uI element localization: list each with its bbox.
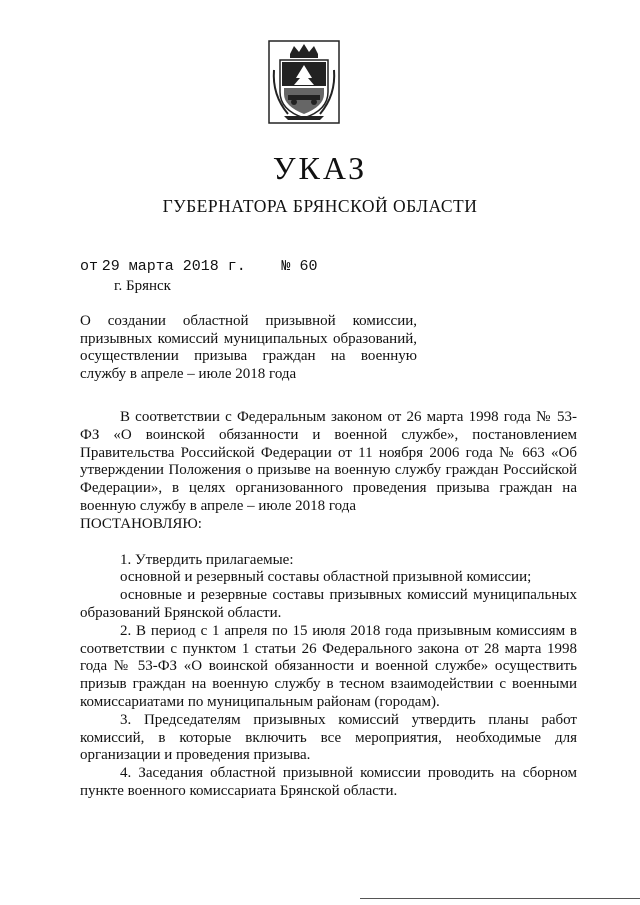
bryansk-coat-of-arms-icon [268, 40, 340, 124]
document-date: 29 марта 2018 г. [101, 258, 246, 275]
document-subject: О создании областной призывной комиссии, призывных комиссий муниципальных образований, осуществлении призыва граждан на военную службу в апреле – июле 2018 года [80, 313, 417, 382]
item-1-a: основной и резервный составы областной призывной комиссии; [120, 569, 532, 586]
item-4: 4. Заседания областной призывной комиссии проводить на сборном пункте военного комиссариата Брянской области. [80, 765, 577, 799]
document-number: № 60 [281, 258, 318, 275]
document-subtitle: ГУБЕРНАТОРА БРЯНСКОЙ ОБЛАСТИ [162, 196, 478, 216]
preamble-paragraph: В соответствии с Федеральным законом от 26 марта 1998 года № 53-ФЗ «О воинской обязанности и военной службе», постановлением Правительства Российской Федерации от 11 ноября 2006 года № 663 «Об утверждении Положения о призыве на военную службу граждан Российской Федерации», в целях организованного проведения призыва граждан на военную службу в апреле – июле 2018 года [80, 409, 577, 514]
page-bottom-rule [360, 898, 640, 899]
document-body [80, 409, 577, 801]
document-title: УКАЗ [272, 150, 368, 186]
date-number-line [80, 258, 318, 275]
decree-word: ПОСТАНОВЛЯЮ: [80, 515, 202, 532]
item-2: 2. В период с 1 апреля по 15 июля 2018 года призывным комиссиям в соответствии с пунктом 1 статьи 26 Федерального закона от 28 марта 1998 года № 53-ФЗ «О воинской обязанности и военной службе» осуществить призыв граждан на военную службу в тесном взаимодействии с военными комиссариатами по муниципальным районам (городам). [80, 622, 577, 710]
date-prefix: от [80, 258, 99, 275]
document-city: г. Брянск [114, 278, 171, 294]
item-1-b: основные и резервные составы призывных комиссий муниципальных образований Брянской области. [80, 587, 577, 621]
item-1: 1. Утвердить прилагаемые: [120, 551, 294, 568]
item-3: 3. Председателям призывных комиссий утвердить планы работ комиссий, в которые включить все мероприятия, необходимые для организации и проведения призыва. [80, 711, 577, 764]
